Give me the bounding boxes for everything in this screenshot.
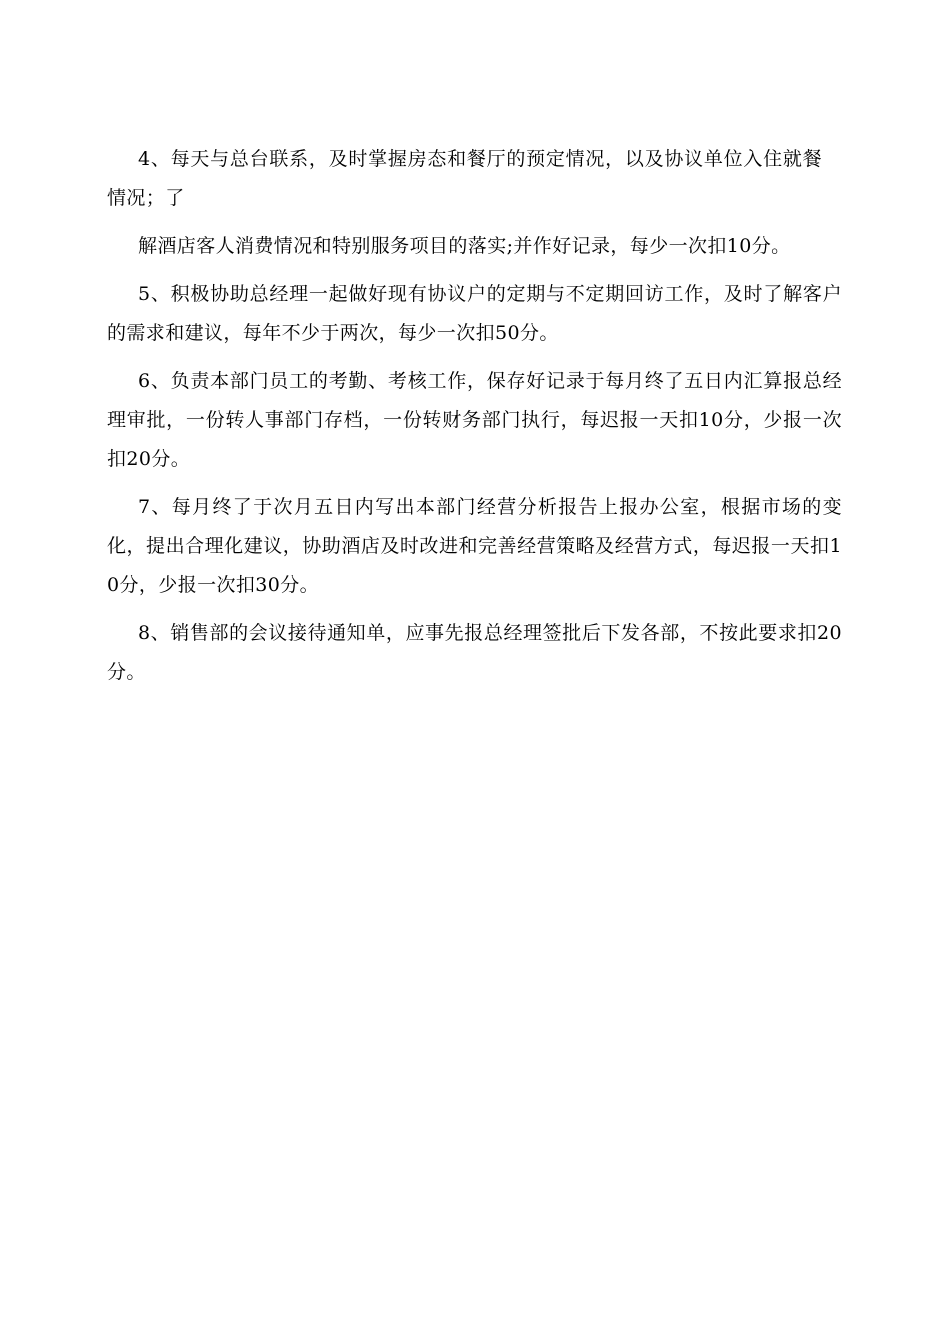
paragraph-item-6: 6、负责本部门员工的考勤、考核工作，保存好记录于每月终了五日内汇算报总经理审批，一份转人事部门存档，一份转财务部门执行，每迟报一天扣10分，少报一次扣20分。 [107, 370, 842, 470]
paragraph-item-5: 5、积极协助总经理一起做好现有协议户的定期与不定期回访工作，及时了解客户的需求和建议，每年不少于两次，每少一次扣50分。 [107, 283, 842, 344]
paragraph-item-8: 8、销售部的会议接待通知单，应事先报总经理签批后下发各部，不按此要求扣20分。 [107, 622, 842, 683]
paragraph-item-4: 4、每天与总台联系，及时掌握房态和餐厅的预定情况，以及协议单位入住就餐情况；了 [107, 148, 822, 209]
document-body [107, 140, 842, 701]
paragraph-item-4-continued: 解酒店客人消费情况和特别服务项目的落实;并作好记录，每少一次扣10分。 [138, 235, 791, 257]
paragraph-item-7: 7、每月终了于次月五日内写出本部门经营分析报告上报办公室，根据市场的变化，提出合理化建议，协助酒店及时改进和完善经营策略及经营方式，每迟报一天扣10分，少报一次扣30分。 [107, 496, 842, 596]
